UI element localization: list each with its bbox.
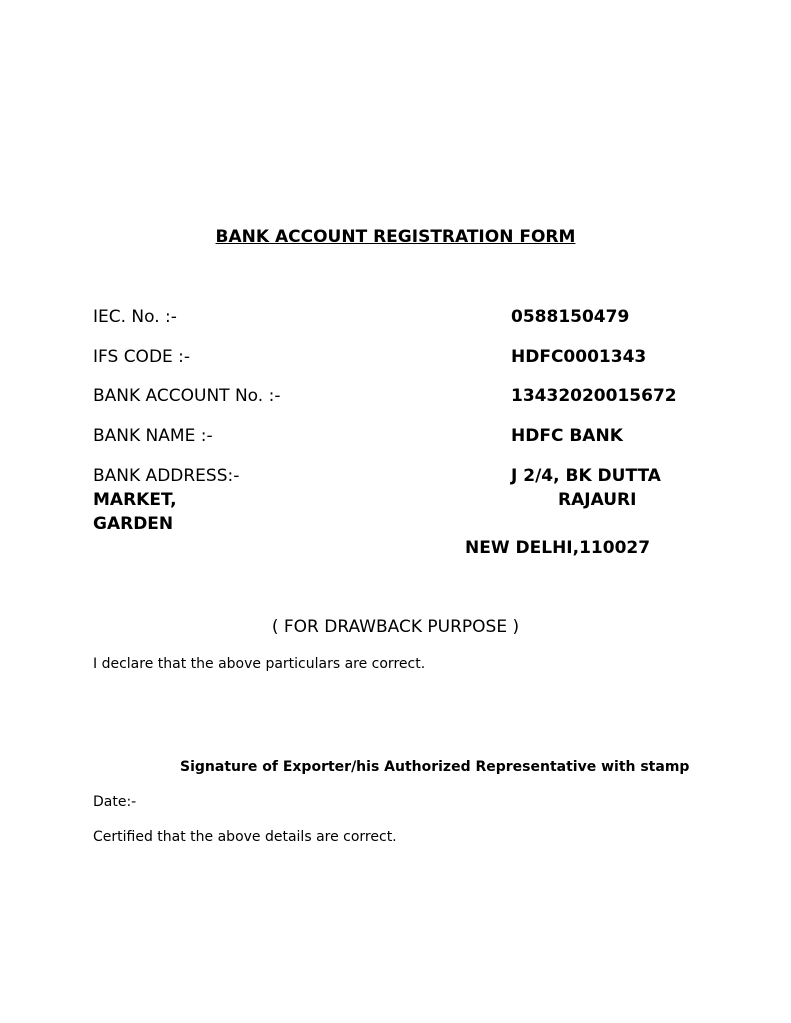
bank-account-value: 13432020015672 [511, 386, 677, 406]
date-label: Date:- [93, 794, 137, 810]
purpose-note: ( FOR DRAWBACK PURPOSE ) [271, 617, 520, 637]
form-title: BANK ACCOUNT REGISTRATION FORM [215, 227, 576, 247]
declaration-text: I declare that the above particulars are correct. [93, 656, 426, 672]
bank-address-line2-left: MARKET, [93, 490, 177, 510]
iec-value: 0588150479 [511, 307, 630, 327]
bank-address-line3: GARDEN [93, 514, 174, 534]
bank-name-value: HDFC BANK [511, 426, 623, 446]
ifs-code-label: IFS CODE :- [93, 347, 191, 367]
bank-address-label: BANK ADDRESS:- [93, 466, 240, 486]
bank-address-line4: NEW DELHI,110027 [465, 538, 651, 558]
bank-address-line1: J 2/4, BK DUTTA [511, 466, 661, 486]
ifs-code-value: HDFC0001343 [511, 347, 647, 367]
signature-caption: Signature of Exporter/his Authorized Representative with stamp [180, 759, 690, 775]
certification-text: Certified that the above details are correct. [93, 829, 397, 845]
bank-name-label: BANK NAME :- [93, 426, 213, 446]
iec-label: IEC. No. :- [93, 307, 177, 327]
bank-address-line2-right: RAJAURI [558, 490, 637, 510]
bank-account-label: BANK ACCOUNT No. :- [93, 386, 281, 406]
